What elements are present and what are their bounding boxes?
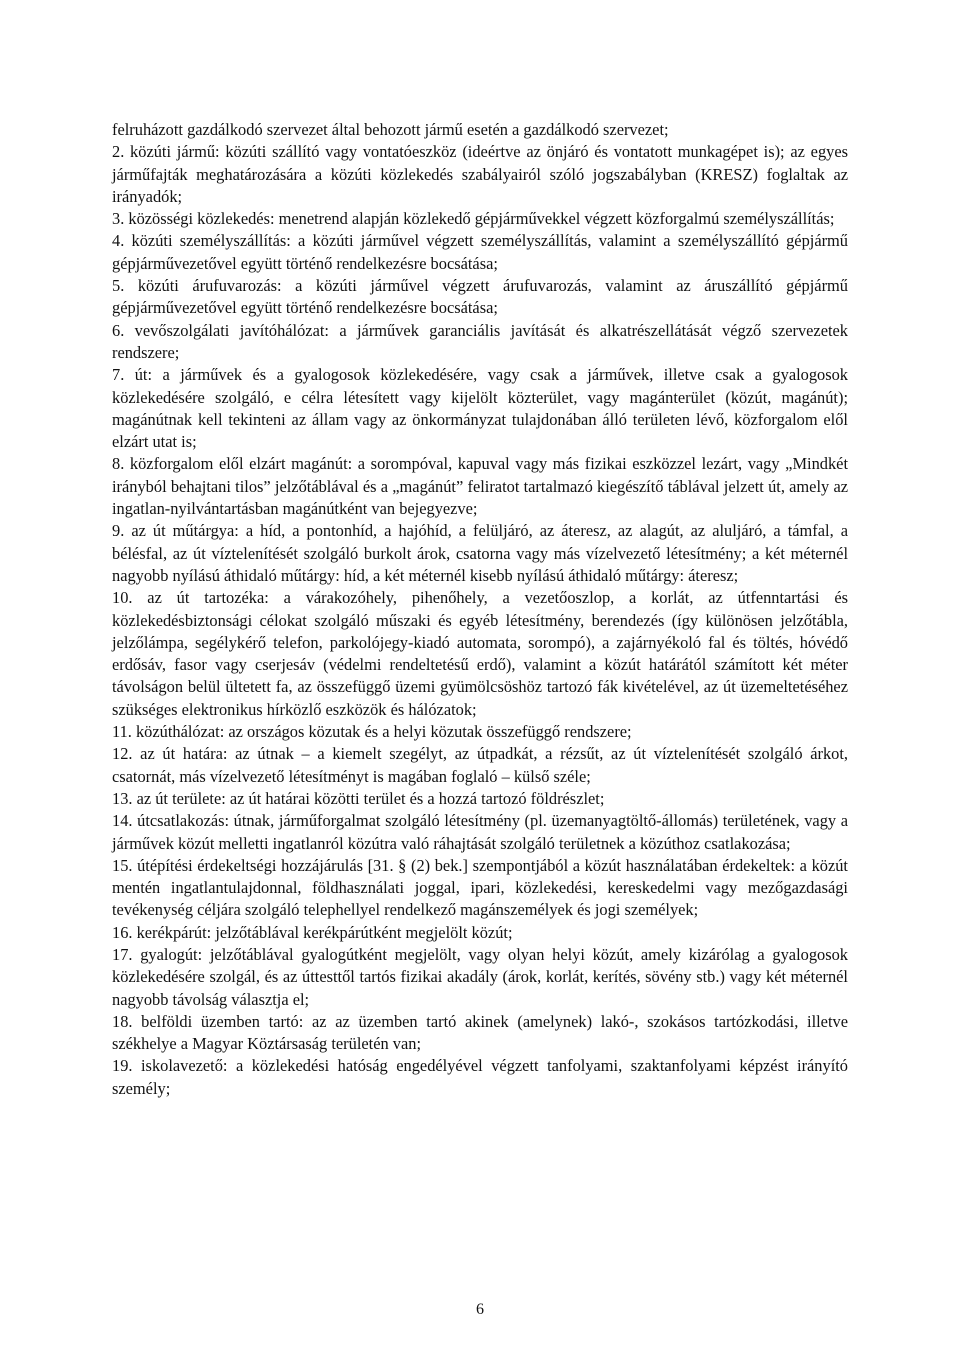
paragraph: 3. közösségi közlekedés: menetrend alapján közlekedő gépjárművekkel végzett közforgalmú személyszállítás; [112,209,835,229]
paragraph: 5. közúti árufuvarozás: a közúti járművel végzett árufuvarozás, valamint az áruszállító gépjármű gépjárművezetővel együtt történő rendelkezésre bocsátása; [112,276,848,318]
paragraph: 9. az út műtárgya: a híd, a pontonhíd, a hajóhíd, a felüljáró, az áteresz, az alagút, az aluljáró, a támfal, a bélésfal, az út víztelenítését szolgáló burkolt árok, csatorna vagy más vízelvezető létesítmény; a két méternél nagyobb nyílású áthidaló műtárgy: híd, a két méternél kisebb nyílású áthidaló műtárgy: áteresz; [112,521,848,585]
paragraph: 18. belföldi üzemben tartó: az az üzemben tartó akinek (amelynek) lakó-, szokásos tartózkodási, illetve székhelye a Magyar Köztársaság területén van; [112,1011,848,1054]
page-number: 6 [476,1301,484,1318]
paragraph: 15. útépítési érdekeltségi hozzájárulás [31. § (2) bek.] szempontjából a közút használatában érdekeltek: a közút mentén ingatlantulajdonnal, földhasználati joggal, ipari, közlekedési, kereskedelmi vagy mezőgazdasági tevékenység céljára szolgáló telephellyel rendelkező magánszemélyek és jogi személyek; [112,855,848,920]
paragraph: 17. gyalogút: jelzőtáblával gyalogútként megjelölt, vagy olyan helyi közút, amely kizárólag a gyalogosok közlekedésére szolgál, és az úttesttől tartós fizikai akadály (árok, korlát, kerítés, sövény stb.) vagy két méternél nagyobb távolság választja el; [112,944,848,1009]
document-body [112,119,848,1100]
paragraph: 16. kerékpárút: jelzőtáblával kerékpárútként megjelölt közút; [112,922,513,942]
paragraph: 8. közforgalom elől elzárt magánút: a sorompóval, kapuval vagy más fizikai eszközzel lezárt, vagy „Mindkét irányból behajtani tilos” jelzőtáblával és a „magánút” feliratot tartalmazó kiegészítő táblával jelzett út, amely az ingatlan-nyilvántartásban magánútként van bejegyezve; [112,454,848,519]
paragraph: 10. az út tartozéka: a várakozóhely, pihenőhely, a vezetőoszlop, a korlát, az útfenntartási és közlekedésbiztonsági célokat szolgáló műszaki és egyéb létesítmény, berendezés (így különösen jelzőtábla, jelzőlámpa, segélykérő telefon, parkolójegy-kiadó automata, sorompó), a zajárnyékoló fal és töltés, hóvédő erdősáv, fasor vagy cserjesáv (védelmi rendeltetésű erdő), valamint a közút határától számított két méter távolságon belül ültetett fa, az összefüggő üzemi gyümölcsöshöz tartozó fák kivételével, az út üzemeltetéséhez szükséges elektronikus hírközlő eszközök és hálózatok; [112,588,848,719]
paragraph: 7. út: a járművek és a gyalogosok közlekedésére, vagy csak a járművek, illetve csak a gyalogosok közlekedésére szolgáló, e célra létesített vagy kijelölt közterület, vagy magánterület (közút, magánút); magánútnak kell tekinteni az állam vagy az önkormányzat tulajdonában álló területen lévő, közforgalom elől elzárt utat is; [112,365,848,452]
paragraph: 12. az út határa: az útnak – a kiemelt szegélyt, az útpadkát, a rézsűt, az út víztelenítését szolgáló árkot, csatornát, más vízelvezető létesítményt is magában foglaló – külső széle; [112,744,848,786]
paragraph: 13. az út területe: az út határai közötti terület és a hozzá tartozó földrészlet; [112,788,605,808]
paragraph: 6. vevőszolgálati javítóhálózat: a járművek garanciális javítását és alkatrészellátását végző szervezetek rendszere; [112,320,848,362]
paragraph: 19. iskolavezető: a közlekedési hatóság engedélyével végzett tanfolyami, szaktanfolyami képzést irányító személy; [112,1056,848,1098]
paragraph: 14. útcsatlakozás: útnak, járműforgalmat szolgáló létesítmény (pl. üzemanyagtöltő-állomás) területének, vagy a járművek közút melletti ingatlanról közútra való ráhajtását szolgáló területnek a közúthoz csatlakozása; [112,811,848,853]
paragraph: 11. közúthálózat: az országos közutak és a helyi közutak összefüggő rendszere; [112,722,632,742]
paragraph: felruházott gazdálkodó szervezet által behozott jármű esetén a gazdálkodó szervezet; [112,120,669,139]
paragraph: 2. közúti jármű: közúti szállító vagy vontatóeszköz (ideértve az önjáró és vontatott munkagépet is); az egyes járműfajták meghatározására a közúti közlekedés szabályairól szóló jogszabályban (KRESZ) foglaltak az irányadók; [112,142,848,206]
paragraph: 4. közúti személyszállítás: a közúti járművel végzett személyszállítás, valamint a személyszállító gépjármű gépjárművezetővel együtt történő rendelkezésre bocsátása; [112,231,848,273]
